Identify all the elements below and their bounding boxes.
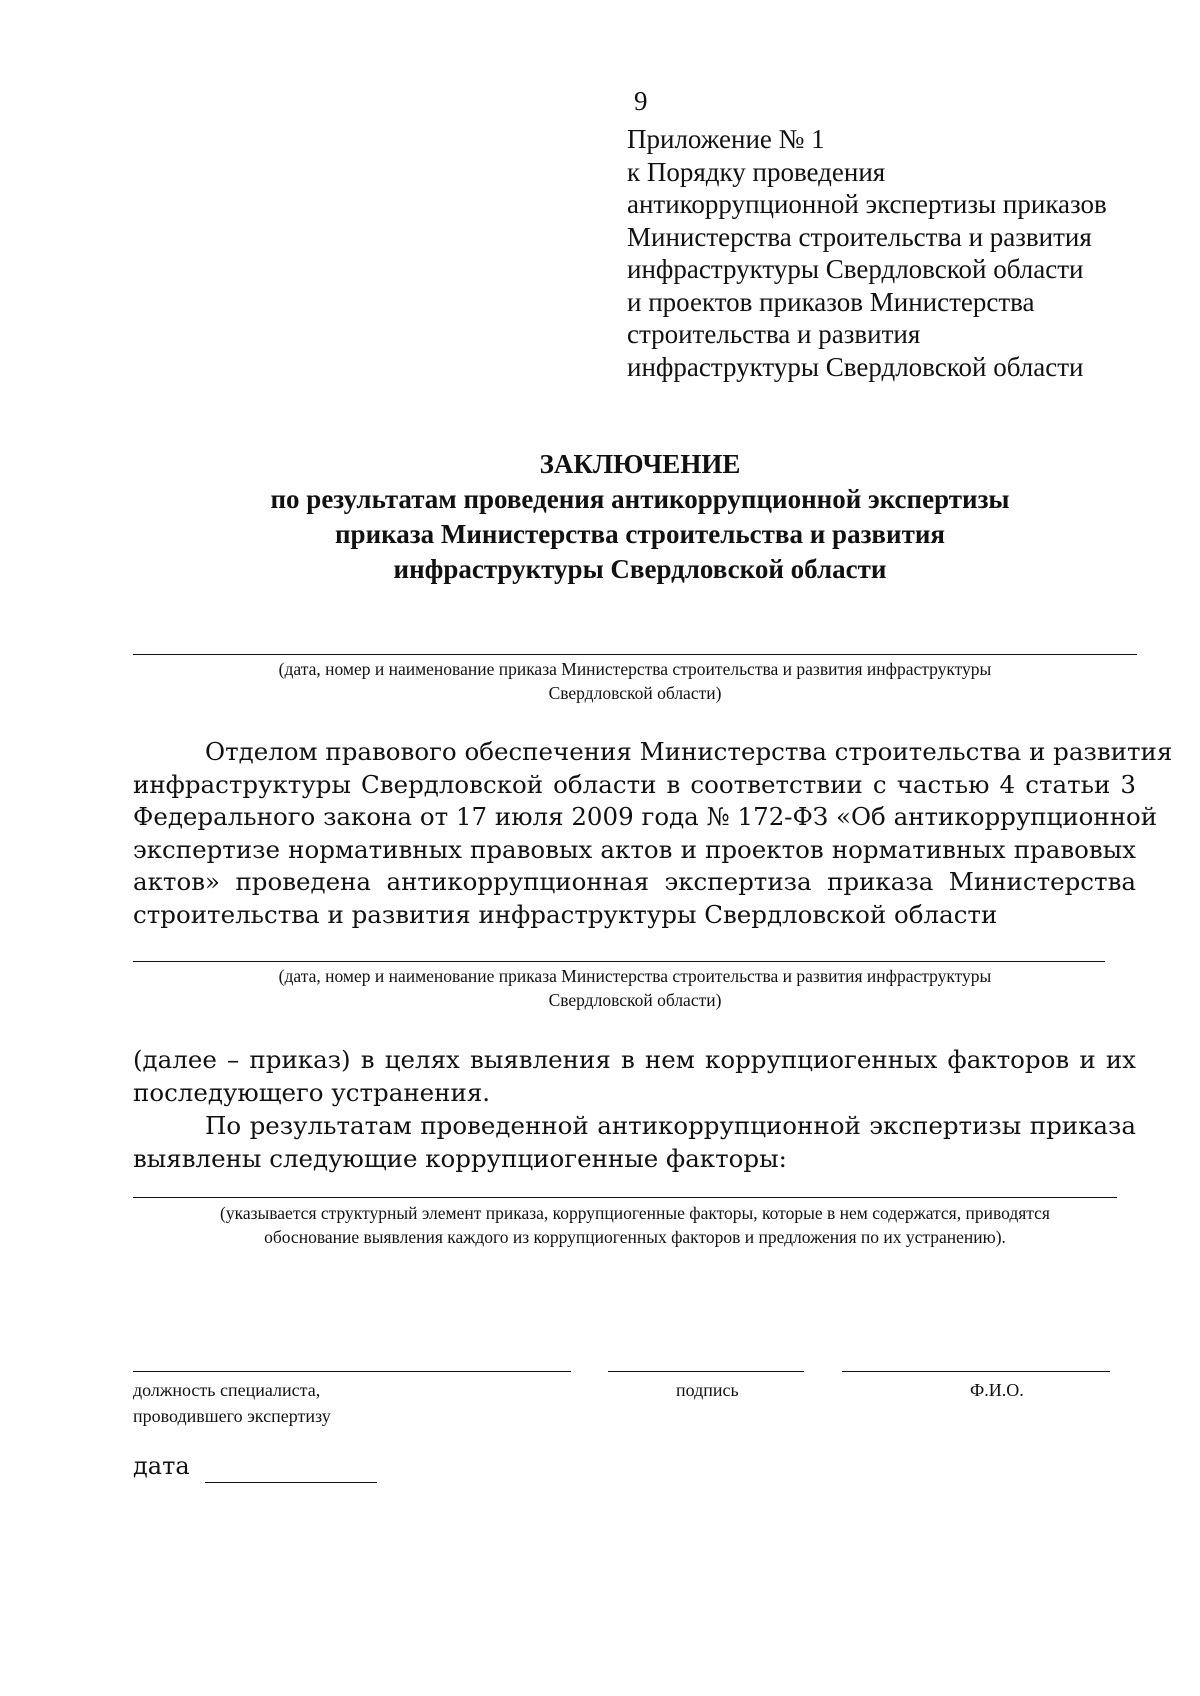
tail-paragraph (133, 1044, 1136, 1109)
caption-order-2 (130, 964, 1140, 1012)
blank-line-order-1 (133, 654, 1137, 655)
name-label: Ф.И.О. (970, 1380, 1024, 1400)
result-paragraph (133, 1110, 1136, 1175)
appendix-line: антикоррупционной экспертизы приказов (627, 189, 1107, 219)
page-number: 9 (634, 86, 648, 116)
caption-factors (130, 1201, 1140, 1249)
paragraph-line: экспертизе нормативных правовых актов и проектов нормативных правовых (133, 834, 1136, 864)
appendix-line: инфраструктуры Свердловской области (627, 254, 1084, 284)
signature-line-position (133, 1371, 571, 1372)
date-label: дата (133, 1452, 190, 1480)
title-subheading: по результатам проведения антикоррупционной экспертизы (270, 484, 1010, 514)
paragraph-line: выявлены следующие коррупциогенные факторы: (133, 1143, 787, 1173)
position-label-line: должность специалиста, (133, 1380, 321, 1400)
position-label-line: проводившего экспертизу (133, 1406, 331, 1426)
caption-order-1 (130, 657, 1140, 705)
signature-label: подпись (676, 1380, 739, 1400)
signature-line-sign (608, 1371, 804, 1372)
paragraph-line: инфраструктуры Свердловской области в соответствии с частью 4 статьи 3 (133, 769, 1136, 799)
paragraph-line: Отделом правового обеспечения Министерства строительства и развития (205, 737, 1173, 766)
appendix-line: к Порядку проведения (627, 156, 886, 187)
appendix-line: строительства и развития (627, 319, 921, 349)
caption-line: (дата, номер и наименование приказа Министерства строительства и развития инфраструктуры (278, 659, 992, 679)
caption-line: обоснование выявления каждого из коррупциогенных факторов и предложения по их устранению). (264, 1227, 1006, 1247)
main-paragraph (133, 736, 1173, 931)
title-subheading: инфраструктуры Свердловской области (393, 554, 887, 584)
caption-line: Свердловской области) (548, 683, 722, 703)
caption-line: Свердловской области) (548, 990, 722, 1010)
position-label (133, 1377, 331, 1429)
blank-line-factors (133, 1197, 1117, 1198)
appendix-line: Министерства строительства и развития (627, 221, 1092, 252)
paragraph-line: последующего устранения. (133, 1077, 491, 1107)
document-title (130, 447, 1150, 587)
title-subheading: приказа Министерства строительства и развития (335, 519, 945, 549)
paragraph-line: (далее – приказ) в целях выявления в нем коррупциогенных факторов и их (133, 1045, 1136, 1074)
appendix-line: Приложение № 1 (627, 124, 825, 154)
paragraph-line: строительства и развития инфраструктуры Свердловской области (133, 899, 998, 929)
paragraph-line: Федерального закона от 17 июля 2009 года № 172-ФЗ «Об антикоррупционной (133, 802, 1158, 831)
blank-line-order-2 (133, 961, 1105, 962)
signature-line-name (842, 1371, 1110, 1372)
appendix-line: и проектов приказов Министерства (627, 286, 1035, 317)
caption-line: (дата, номер и наименование приказа Министерства строительства и развития инфраструктуры (278, 966, 992, 986)
appendix-line: инфраструктуры Свердловской области (627, 351, 1084, 382)
paragraph-line: По результатам проведенной антикоррупционной экспертизы приказа (205, 1111, 1136, 1140)
title-heading: ЗАКЛЮЧЕНИЕ (539, 449, 741, 479)
caption-line: (указывается структурный элемент приказа, коррупциогенные факторы, которые в нем содержатся, приводятся (220, 1203, 1050, 1223)
paragraph-line: актов» проведена антикоррупционная экспертиза приказа Министерства (133, 867, 1136, 896)
appendix-header (627, 123, 1167, 383)
date-blank-line (205, 1482, 377, 1483)
